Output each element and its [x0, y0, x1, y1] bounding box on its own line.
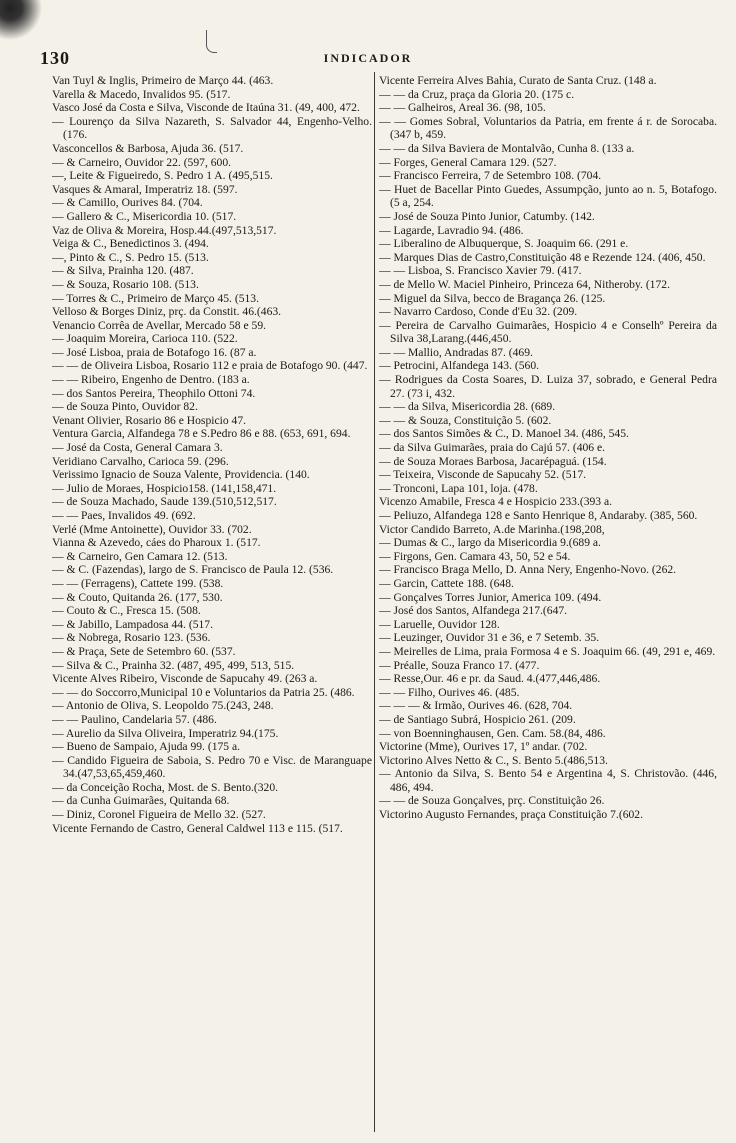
directory-entry: — Gonçalves Torres Junior, America 109. (494. [379, 590, 602, 604]
directory-entry: — Aurelio da Silva Oliveira, Imperatriz 94.(175. [52, 726, 279, 740]
directory-entry: Victorine (Mme), Ourives 17, 1º andar. (702. [379, 740, 588, 754]
directory-entry: Verissimo Ignacio de Souza Valente, Providencia. (140. [52, 468, 310, 482]
directory-entry: — Gallero & C., Misericordia 10. (517. [52, 209, 237, 223]
directory-entry: — José dos Santos, Alfandega 217.(647. [379, 604, 568, 618]
ink-blot-mark [0, 0, 42, 40]
directory-entry: — Francisco Braga Mello, D. Anna Nery, Engenho-Novo. (262. [379, 563, 677, 577]
directory-entry: — Pereira de Carvalho Guimarães, Hospicio 4 e Conselhº Pereira da Silva 38,Larang.(446,450. [379, 318, 717, 346]
directory-entry: Veiga & C., Benedictinos 3. (494. [52, 237, 209, 251]
directory-entry: — da Cunha Guimarães, Quitanda 68. [52, 794, 230, 808]
directory-entry: — & Camillo, Ourives 84. (704. [52, 196, 203, 210]
directory-entry: — — Mallio, Andradas 87. (469. [379, 345, 533, 359]
directory-entry: — de Mello W. Maciel Pinheiro, Princeza 64, Nitheroby. (172. [379, 277, 670, 291]
directory-entry: — Petrocini, Alfandega 143. (560. [379, 359, 540, 373]
directory-entry: — — de Oliveira Lisboa, Rosario 112 e praia de Botafogo 90. (447. [52, 359, 368, 373]
directory-entry: — — Galheiros, Areal 36. (98, 105. [379, 101, 546, 115]
right-column [379, 74, 717, 1124]
directory-entry: Vicente Ferreira Alves Bahia, Curato de Santa Cruz. (148 a. [379, 74, 657, 87]
directory-entry: — Liberalino de Albuquerque, S. Joaquim 66. (291 e. [379, 237, 629, 251]
directory-entry: — & Silva, Prainha 120. (487. [52, 264, 194, 278]
directory-entry: — — — & Irmão, Ourives 46. (628, 704. [379, 699, 573, 713]
directory-entry: — Candido Figueira de Saboia, S. Pedro 70 e Visc. de Maranguape 34.(47,53,65,459,460. [52, 753, 372, 781]
directory-entry: — Lagarde, Lavradio 94. (486. [379, 223, 524, 237]
directory-entry: Venancio Corrêa de Avellar, Mercado 58 e 59. [52, 318, 267, 332]
directory-entry: — Resse,Our. 46 e pr. da Saud. 4.(477,446,486. [379, 672, 601, 686]
directory-entry: — Silva & C., Prainha 32. (487, 495, 499, 513, 515. [52, 658, 295, 672]
directory-entry: Vicente Fernando de Castro, General Caldwel 113 e 115. (517. [52, 821, 343, 835]
directory-entry: — — da Cruz, praça da Gloria 20. (175 c. [379, 87, 575, 101]
directory-entry: — & Souza, Rosario 108. (513. [52, 277, 199, 291]
directory-entry: — Antonio da Silva, S. Bento 54 e Argentina 4, S. Christovão. (446, 486, 494. [379, 767, 717, 794]
directory-entry: — — da Silva, Misericordia 28. (689. [379, 400, 556, 414]
directory-entry: — — Ribeiro, Engenho de Dentro. (183 a. [52, 373, 250, 387]
directory-entry: — Huet de Bacellar Pinto Guedes, Assumpção, junto ao n. 5, Botafogo. (5 a, 254. [379, 182, 717, 210]
directory-entry: — Forges, General Camara 129. (527. [379, 155, 557, 169]
directory-entry: — & Nobrega, Rosario 123. (536. [52, 631, 211, 645]
directory-entry: — Navarro Cardoso, Conde d'Eu 32. (209. [379, 305, 578, 319]
directory-entry: Varella & Macedo, Invalidos 95. (517. [52, 87, 231, 101]
directory-entry: — & Carneiro, Gen Camara 12. (513. [52, 549, 228, 563]
directory-entry: — Leuzinger, Ouvidor 31 e 36, e 7 Setemb. 35. [379, 631, 600, 645]
directory-entry: — — Filho, Ourives 46. (485. [379, 685, 520, 699]
directory-entry: — Diniz, Coronel Figueira de Mello 32. (527. [52, 808, 266, 822]
directory-entry: Victorino Augusto Fernandes, praça Constituição 7.(602. [379, 808, 643, 822]
directory-entry: — von Boenninghausen, Gen. Cam. 58.(84, 486. [379, 726, 606, 740]
directory-entry: — — de Souza Gonçalves, prç. Constituição 26. [379, 794, 605, 808]
directory-entry: — de Souza Machado, Saude 139.(510,512,517. [52, 495, 277, 509]
directory-entry: — José de Souza Pinto Junior, Catumby. (142. [379, 209, 595, 223]
directory-entry: — José Lisboa, praia de Botafogo 16. (87 a. [52, 345, 257, 359]
directory-entry: Vicenzo Amabile, Fresca 4 e Hospicio 233.(393 a. [379, 495, 613, 509]
page-number: 130 [40, 48, 70, 68]
directory-entry: — Laruelle, Ouvidor 128. [379, 617, 500, 631]
directory-entry: Venant Olivier, Rosario 86 e Hospicio 47. [52, 413, 247, 427]
left-column [52, 74, 372, 1124]
directory-entry: — & Jabillo, Lampadosa 44. (517. [52, 617, 213, 631]
directory-entry: — — Paes, Invalidos 49. (692. [52, 509, 196, 522]
directory-entry: — & Praça, Sete de Setembro 60. (537. [52, 644, 236, 658]
directory-entry: — — Lisboa, S. Francisco Xavier 79. (417. [379, 264, 582, 278]
directory-entry: — — & Souza, Constituição 5. (602. [379, 413, 552, 427]
directory-entry: — dos Santos Pereira, Theophilo Ottoni 74. [52, 386, 256, 400]
directory-entry: — Firgons, Gen. Camara 43, 50, 52 e 54. [379, 549, 571, 563]
directory-entry: — — Gomes Sobral, Voluntarios da Patria, em frente á r. de Sorocaba. (347 b, 459. [379, 114, 717, 142]
directory-entry: — de Santiago Subrá, Hospicio 261. (209. [379, 712, 576, 726]
directory-entry: — — da Silva Baviera de Montalvão, Cunha 8. (133 a. [379, 141, 635, 155]
directory-entry: —, Leite & Figueiredo, S. Pedro 1 A. (495,515. [52, 169, 273, 183]
directory-entry: Van Tuyl & Inglis, Primeiro de Março 44. (463. [52, 74, 274, 87]
directory-entry: — Bueno de Sampaio, Ajuda 99. (175 a. [52, 740, 241, 754]
directory-entry: Veridiano Carvalho, Carioca 59. (296. [52, 454, 229, 468]
directory-entry: Victorino Alves Netto & C., S. Bento 5.(486,513. [379, 753, 608, 767]
directory-entry: — dos Santos Simões & C., D. Manoel 34. (486, 545. [379, 427, 629, 441]
directory-entry: — da Silva Guimarães, praia do Cajú 57. (406 e. [379, 441, 606, 455]
directory-entry: — — Paulino, Candelaria 57. (486. [52, 712, 217, 726]
directory-entry: — Dumas & C., largo da Misericordia 9.(689 a. [379, 536, 601, 550]
directory-entry: — José da Costa, General Camara 3. [52, 441, 223, 455]
directory-entry: — & Couto, Quitanda 26. (177, 530. [52, 590, 223, 604]
directory-entry: — Joaquim Moreira, Carioca 110. (522. [52, 332, 238, 346]
directory-entry: — Marques Dias de Castro,Constituição 48 e Rezende 124. (406, 450. [379, 250, 706, 264]
directory-entry: — Torres & C., Primeiro de Março 45. (513. [52, 291, 259, 305]
directory-entry: Vasques & Amaral, Imperatriz 18. (597. [52, 182, 238, 196]
directory-entry: — Francisco Ferreira, 7 de Setembro 108. (704. [379, 169, 602, 183]
directory-entry: — Couto & C., Fresca 15. (508. [52, 604, 201, 618]
directory-entry: — Julio de Moraes, Hospicio158. (141,158,471. [52, 481, 277, 495]
directory-entry: — & C. (Fazendas), largo de S. Francisco de Paula 12. (536. [52, 563, 334, 577]
running-head: INDICADOR [323, 51, 413, 65]
page-header [40, 48, 696, 70]
directory-entry: — Garcin, Cattete 188. (648. [379, 576, 514, 590]
directory-entry: Vianna & Azevedo, cáes do Pharoux 1. (517. [52, 536, 261, 550]
directory-entry: — — (Ferragens), Cattete 199. (538. [52, 576, 224, 590]
directory-entry: — Antonio de Oliva, S. Leopoldo 75.(243, 248. [52, 699, 274, 713]
directory-entry: Ventura Garcia, Alfandega 78 e S.Pedro 86 e 88. (653, 691, 694. [52, 427, 351, 441]
directory-entry: Velloso & Borges Diniz, prç. da Constit. 46.(463. [52, 305, 282, 319]
directory-entry: Verlé (Mme Antoinette), Ouvidor 33. (702. [52, 522, 252, 536]
directory-entry: — Miguel da Silva, becco de Bragança 26. (125. [379, 291, 606, 305]
directory-entry: Vasco José da Costa e Silva, Visconde de Itaúna 31. (49, 400, 472. [52, 101, 360, 115]
directory-entry: Victor Candido Barreto, A.de Marinha.(198,208, [379, 522, 605, 536]
column-divider [374, 72, 375, 1132]
directory-entry: — Peliuzo, Alfandega 128 e Santo Henrique 8, Andaraby. (385, 560. [379, 509, 698, 522]
directory-entry: Vaz de Oliva & Moreira, Hosp.44.(497,513,517. [52, 223, 277, 237]
directory-entry: — Meirelles de Lima, praia Formosa 4 e S. Joaquim 66. (49, 291 e, 469. [379, 644, 716, 658]
directory-entry: — de Souza Moraes Barbosa, Jacarépaguá. (154. [379, 454, 607, 468]
directory-entry: Vicente Alves Ribeiro, Visconde de Sapucahy 49. (263 a. [52, 672, 318, 686]
directory-entry: — da Conceição Rocha, Most. de S. Bento.(320. [52, 780, 279, 794]
directory-entry: —, Pinto & C., S. Pedro 15. (513. [52, 250, 209, 264]
directory-entry: — Tronconi, Lapa 101, loja. (478. [379, 481, 538, 495]
directory-entry: — Préalle, Souza Franco 17. (477. [379, 658, 540, 672]
directory-entry: — Rodrigues da Costa Soares, D. Luiza 37, sobrado, e General Pedra 27. (73 i, 432. [379, 373, 717, 400]
directory-entry: — & Carneiro, Ouvidor 22. (597, 600. [52, 155, 232, 169]
directory-entry: — Teixeira, Visconde de Sapucahy 52. (517. [379, 468, 587, 482]
directory-entry: — Lourenço da Silva Nazareth, S. Salvador 44, Engenho-Velho. (176. [52, 114, 372, 142]
directory-entry: — de Souza Pinto, Ouvidor 82. [52, 400, 198, 414]
directory-entry: Vasconcellos & Barbosa, Ajuda 36. (517. [52, 141, 244, 155]
directory-entry: — — do Soccorro,Municipal 10 e Voluntarios da Patria 25. (486. [52, 685, 355, 699]
